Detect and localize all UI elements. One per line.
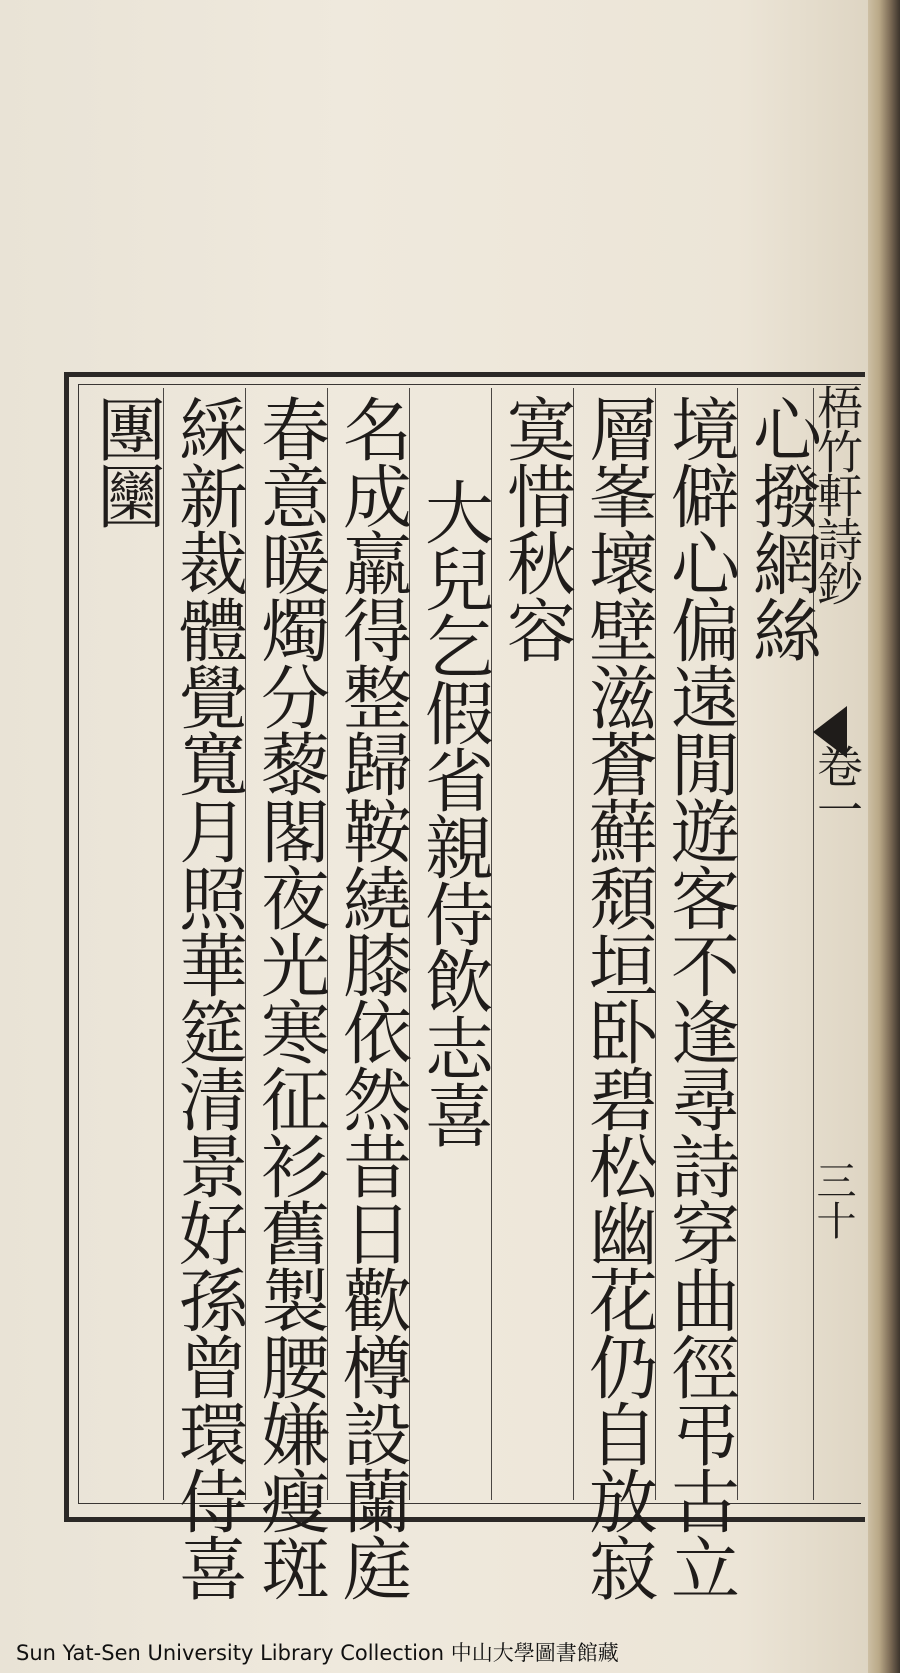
book-title-margin: 梧竹軒詩鈔 [810,384,864,604]
column-rule [163,388,164,1500]
text-column-3: 層峯壞壁滋蒼蘚頹垣卧碧松幽花仍自放寂 [577,394,657,1600]
collection-credit: Sun Yat-Sen University Library Collection 中山大學圖書館藏 [16,1641,619,1665]
text-column-4: 寞惜秋容 [495,394,575,662]
page-number: 三十 [810,1160,856,1240]
book-spine-edge [868,0,900,1673]
poem-title-column: 大兒乞假省親侍飲志喜 [413,477,493,1147]
text-column-8: 綵新裁體覺寬月照華筵清景好孫曾環侍喜 [167,394,247,1600]
text-column-2: 境僻心偏遠閒遊客不逢尋詩穿曲徑弔古立 [659,394,739,1600]
text-column-7: 春意暖燭分藜閣夜光寒征衫舊製腰嫌瘦斑 [249,394,329,1600]
volume-label: 卷一 [810,742,864,830]
text-column-6: 名成羸得整歸鞍繞膝依然昔日歡樽設蘭庭 [331,394,411,1600]
text-column-1: 心撥網絲 [741,394,821,662]
text-column-9: 團圞 [85,394,165,528]
